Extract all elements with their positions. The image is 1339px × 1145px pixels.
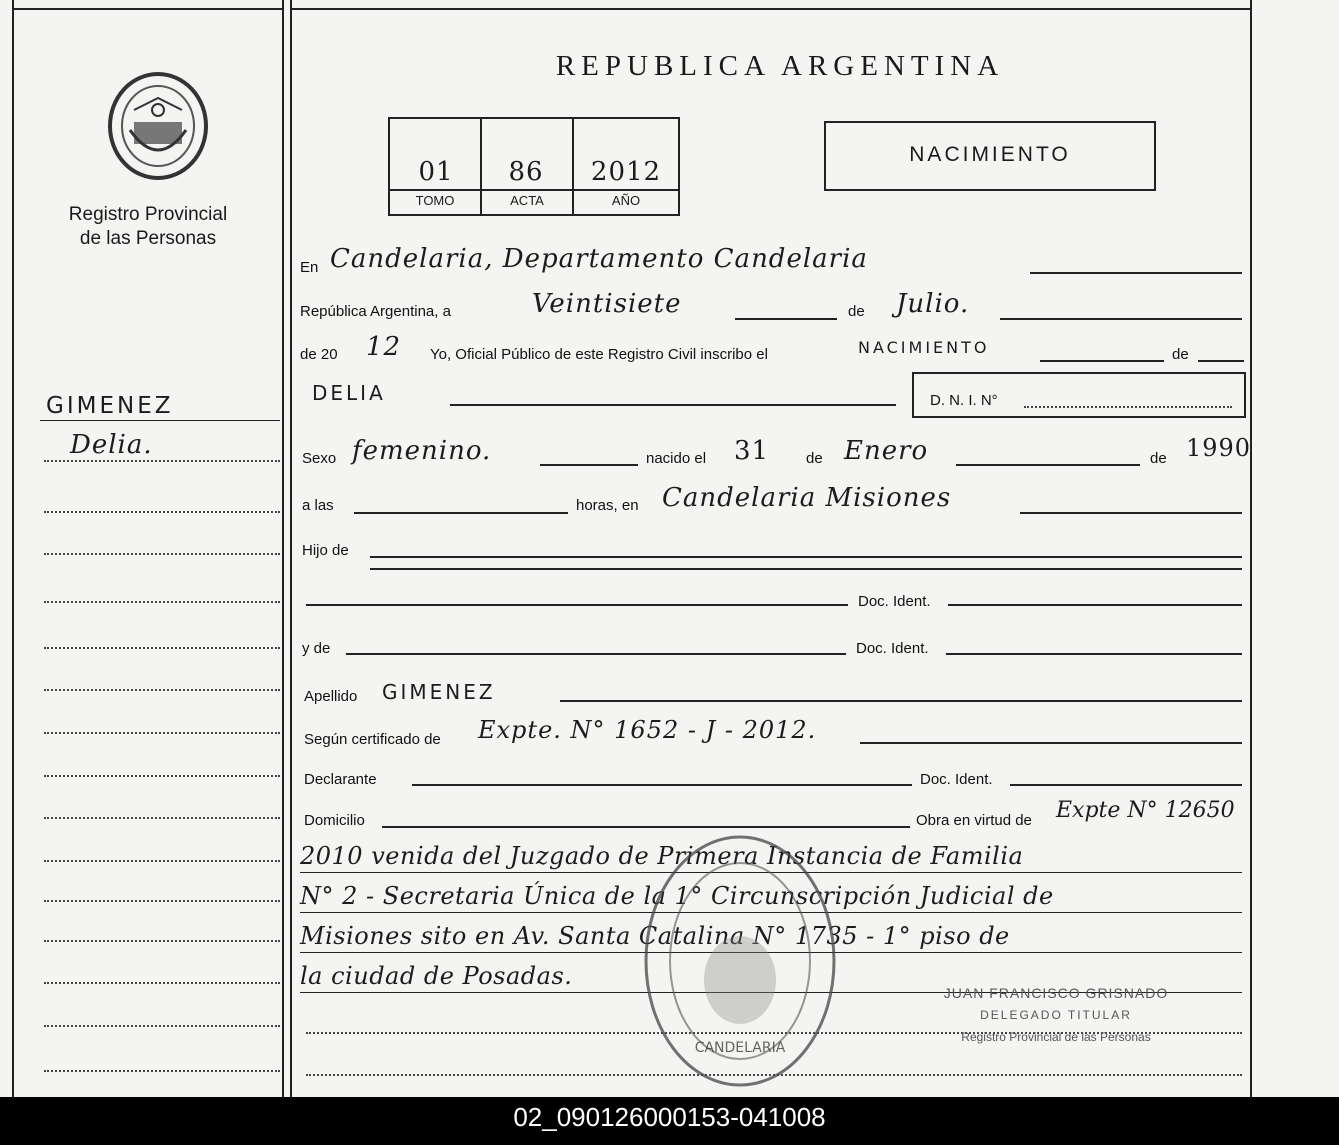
inscribo-rule	[1040, 360, 1164, 362]
name-rule	[450, 404, 896, 406]
alas-label: a las	[302, 497, 334, 514]
anio-label: AÑO	[611, 193, 641, 208]
birth-day: 31	[734, 436, 770, 466]
birth-month: Enero	[844, 436, 929, 466]
obra-value: Expte N° 12650	[1056, 798, 1235, 823]
official-seal-stamp	[640, 830, 840, 1092]
column-divider-b	[290, 0, 292, 1097]
yde-rule	[346, 653, 846, 655]
margin-dots-12	[44, 940, 280, 942]
official-org: Registro Provincial de las Personas	[961, 1030, 1151, 1044]
day-text: Veintisiete	[532, 289, 682, 319]
docident2-value-rule	[946, 653, 1242, 655]
official-title: DELEGADO TITULAR	[980, 1008, 1132, 1022]
acta-label: ACTA	[510, 193, 544, 208]
yde-label: y de	[302, 640, 331, 657]
segun-rule	[860, 742, 1242, 744]
hijo-rule-2	[370, 568, 1242, 570]
margin-dots-9	[44, 817, 280, 819]
en-value: Candelaria, Departamento Candelaria	[330, 244, 868, 274]
top-rule-left	[14, 8, 282, 10]
registry-line-1: Registro Provincial	[68, 204, 228, 225]
margin-dots-7	[44, 732, 280, 734]
margin-dots-2	[44, 511, 280, 513]
de-label-2: de	[1172, 346, 1189, 363]
margin-dots-5	[44, 647, 280, 649]
docident3-label: Doc. Ident.	[920, 771, 993, 788]
official-name: JUAN FRANCISCO GRISNADO	[943, 985, 1169, 1001]
margin-dots-8	[44, 775, 280, 777]
margin-rule-top	[40, 420, 280, 421]
note-line-2: N° 2 - Secretaria Única de la 1° Circunscripción Judicial de	[300, 882, 1054, 910]
margin-given-name: Delia.	[70, 430, 153, 460]
birth-year: 1990	[1186, 434, 1252, 462]
segun-value: Expte. N° 1652 - J - 2012.	[478, 716, 817, 744]
margin-dots-6	[44, 689, 280, 691]
name-value: DELIA	[312, 381, 386, 405]
segun-label: Según certificado de	[304, 731, 441, 748]
left-border	[12, 0, 14, 1097]
country-title: REPUBLICA ARGENTINA	[555, 50, 1005, 82]
margin-dots-10	[44, 860, 280, 862]
horas-label: horas, en	[576, 497, 639, 514]
book-reference-box	[388, 117, 680, 216]
margin-dots-4	[44, 601, 280, 603]
docident1-rule	[306, 604, 848, 606]
column-divider-a	[282, 0, 284, 1097]
top-rule-right	[292, 8, 1250, 10]
sexo-value: femenino.	[352, 436, 492, 466]
month-rule	[1000, 318, 1242, 320]
day-rule	[735, 318, 837, 320]
docident1-value-rule	[948, 604, 1242, 606]
year-suffix: 12	[366, 332, 402, 362]
acta-value: 86	[508, 157, 544, 187]
birth-month-rule	[956, 464, 1140, 466]
right-border	[1250, 0, 1252, 1097]
margin-surname: GIMENEZ	[46, 393, 174, 419]
birth-place: Candelaria Misiones	[662, 483, 952, 513]
sexo-rule	[540, 464, 638, 466]
obra-label: Obra en virtud de	[916, 812, 1032, 829]
en-label: En	[300, 259, 319, 276]
de-label-1: de	[848, 303, 865, 320]
en-rule	[1030, 272, 1242, 274]
year-prefix: de 20	[300, 346, 338, 363]
registry-line-2: de las Personas	[79, 228, 217, 249]
anio-value: 2012	[590, 157, 662, 187]
record-type-label: NACIMIENTO	[909, 143, 1071, 166]
hijo-label: Hijo de	[302, 542, 349, 559]
official-signature-block	[906, 982, 1206, 1048]
alas-rule	[354, 512, 568, 514]
inscribo-value: NACIMIENTO	[858, 338, 990, 357]
dni-box	[912, 372, 1246, 418]
de-label-3: de	[806, 450, 823, 467]
republica-label: República Argentina, a	[300, 303, 451, 320]
hijo-rule-1	[370, 556, 1242, 558]
record-type-box	[824, 121, 1156, 191]
registry-name	[14, 203, 282, 251]
tomo-value: 01	[418, 157, 454, 187]
apellido-rule	[560, 700, 1242, 702]
birth-place-rule	[1020, 512, 1242, 514]
margin-dots-15	[44, 1070, 280, 1072]
docident3-value-rule	[1010, 784, 1242, 786]
declarante-rule	[412, 784, 912, 786]
apellido-value: GIMENEZ	[382, 680, 496, 704]
document-id-footer: 02_090126000153-041008	[0, 1097, 1339, 1145]
inscribo-label: Yo, Oficial Público de este Registro Civil inscribo el	[430, 346, 768, 363]
provincial-seal-logo	[104, 70, 212, 182]
tomo-label: TOMO	[415, 193, 455, 208]
note-line-3: Misiones sito en Av. Santa Catalina N° 1735 - 1° piso de	[300, 922, 1010, 950]
de-rule-2	[1198, 360, 1244, 362]
note-line-4: la ciudad de Posadas.	[300, 962, 573, 990]
margin-dots-1	[44, 460, 280, 462]
margin-dots-13	[44, 982, 280, 984]
margin-dots-14	[44, 1025, 280, 1027]
apellido-label: Apellido	[304, 688, 358, 705]
domicilio-label: Domicilio	[304, 812, 365, 829]
dni-label: D. N. I. N°	[930, 392, 998, 409]
de-label-4: de	[1150, 450, 1167, 467]
nacido-label: nacido el	[646, 450, 707, 467]
margin-dots-3	[44, 553, 280, 555]
sexo-label: Sexo	[302, 450, 337, 467]
margin-dots-11	[44, 900, 280, 902]
docident2-label: Doc. Ident.	[856, 640, 929, 657]
month-value: Julio.	[896, 289, 970, 319]
docident1-label: Doc. Ident.	[858, 593, 931, 610]
note-line-1: 2010 venida del Juzgado de Primera Instancia de Familia	[300, 842, 1024, 870]
domicilio-rule	[382, 826, 910, 828]
seal-text: CANDELARIA	[694, 1040, 786, 1056]
declarante-label: Declarante	[304, 771, 377, 788]
